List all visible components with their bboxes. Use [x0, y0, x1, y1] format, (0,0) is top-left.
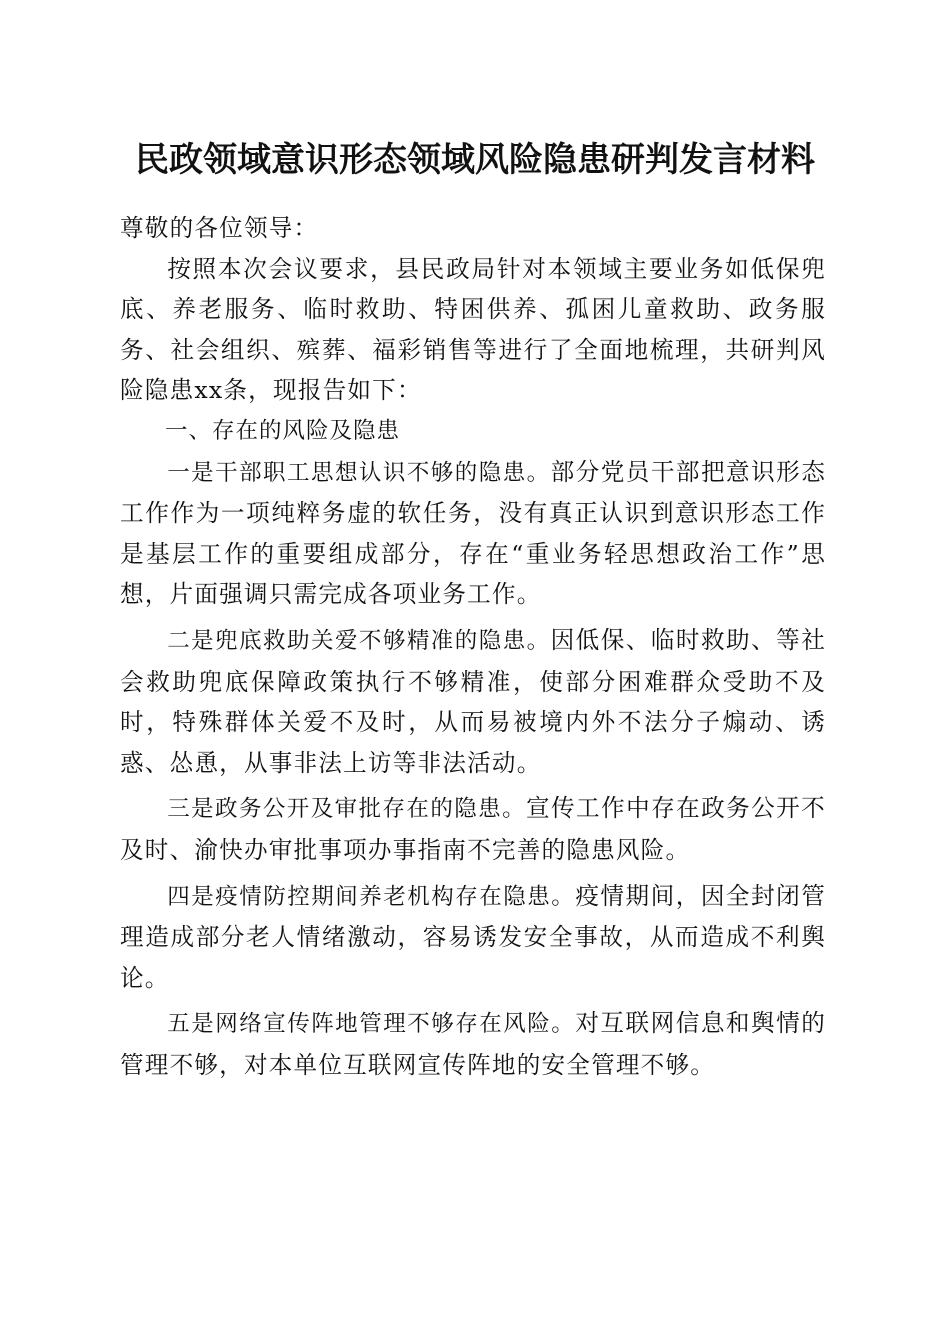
risk-item-2-lead: 二是兜底救助关爱不够精准的隐患。: [167, 627, 551, 654]
risk-item-3-text: 宣传工作中存在政务公开不及时、渝快办审批事项办事指南不完善的隐患风险。: [120, 794, 826, 864]
risk-item-1-text: 部分党员干部把意识形态工作作为一项纯粹务虚的软任务，没有真正认识到意识形态工作是基层工作的重要组成部分，存在“重业务轻思想政治工作”思想，片面强调只需完成各项业务工作。: [120, 457, 826, 609]
risk-item-4-text: 疫情期间，因全封闭管理造成部分老人情绪激动，容易诱发安全事故，从而造成不利舆论。: [120, 881, 827, 992]
risk-item-3-lead: 三是政务公开及审批存在的隐患。: [167, 796, 527, 823]
risk-item-5: [120, 1003, 826, 1085]
salutation: 尊敬的各位领导：: [120, 214, 319, 242]
risk-item-5-text: 对互联网信息和舆情的管理不够，对本单位互联网宣传阵地的安全管理不够。: [120, 1009, 827, 1079]
intro-paragraph: 按照本次会议要求，县民政局针对本领域主要业务如低保兜底、养老服务、临时救助、特困供养、孤困儿童救助、政务服务、社会组织、殡葬、福彩销售等进行了全面地梳理，共研判风险隐患xx条，现报告如下：: [120, 254, 826, 405]
risk-item-1-lead: 一是干部职工思想认识不够的隐患。: [167, 459, 551, 486]
risk-item-4: [120, 876, 826, 999]
section-heading: 一、存在的风险及隐患: [165, 417, 401, 444]
risk-item-3: [120, 788, 826, 870]
risk-item-1: [120, 452, 826, 615]
risk-item-4-lead: 四是疫情防控期间养老机构存在隐患。: [167, 883, 576, 910]
document-body: [120, 208, 826, 1085]
risk-item-2: [120, 620, 826, 783]
risk-item-5-lead: 五是网络宣传阵地管理不够存在风险。: [167, 1011, 576, 1038]
risk-item-2-text: 因低保、临时救助、等社会救助兜底保障政策执行不够精准，使部分困难群众受助不及时，特殊群体关爱不及时，从而易被境内外不法分子煽动、诱惑、怂恿，从事非法上访等非法活动。: [120, 625, 826, 777]
document-title: 民政领域意识形态领域风险隐患研判发言材料: [135, 140, 815, 180]
